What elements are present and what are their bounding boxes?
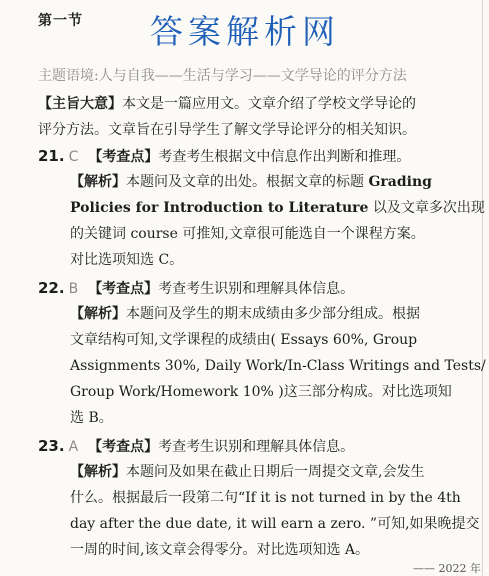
q23-analysis-1: 【解析】本题问及如果在截止日期后一周提交文章,会发生: [70, 464, 425, 480]
q21-analysis-2: Policies for Introduction to Literature 以及文章多次出现: [70, 200, 485, 216]
q23-header: 23. A 【考查点】考查考生识别和理解具体信息。: [38, 437, 355, 455]
q23-answer: A: [68, 439, 79, 455]
q22-number: 22.: [38, 279, 65, 297]
watermark: 答案解析网: [150, 12, 340, 51]
theme-label: 主题语境:: [38, 68, 99, 84]
q21-analysis-3: 的关键词 course 可推知,文章很可能选自一个课程方案。: [70, 226, 425, 242]
section-heading: 第一节: [38, 13, 83, 29]
q22-header: 22. B 【考查点】考查考生识别和理解具体信息。: [38, 279, 355, 297]
q21-answer: C: [68, 149, 79, 165]
q23-analysis-4: 一周的时间,该文章会得零分。对比选项知选 A。: [70, 542, 370, 558]
q23-number: 23.: [38, 437, 65, 455]
q21-header: 21. C 【考查点】考查考生根据文中信息作出判断和推理。: [38, 147, 411, 165]
q22-analysis-2: 文章结构可知,文学课程的成绩由( Essays 60%, Group: [70, 332, 418, 348]
q21-analysis-1: 【解析】本题问及文章的出处。根据文章的标题 Grading: [70, 174, 432, 190]
q22-analysis-3: Assignments 30%, Daily Work/In-Class Writings and Tests/: [70, 358, 486, 374]
q22-analysis-5: 选 B。: [70, 410, 113, 426]
theme-line: [38, 66, 478, 86]
summary-line-2: 评分方法。文章旨在引导学生了解文学导论评分的相关知识。: [38, 122, 416, 138]
summary-label: 【主旨大意】: [38, 96, 122, 112]
q21-analysis-4: 对比选项知选 C。: [70, 252, 184, 268]
q21-number: 21.: [38, 147, 65, 165]
q22-analysis-1: 【解析】本题问及学生的期末成绩由多少部分组成。根据: [70, 306, 420, 322]
page-footer: —— 2022 年: [413, 562, 481, 575]
theme-text: 人与自我——生活与学习——文学导论的评分方法: [98, 68, 407, 84]
q23-analysis-2: 什么。根据最后一段第二句“If it is not turned in by the 4th: [70, 490, 461, 506]
q23-analysis-3: day after the due date, it will earn a zero. ”可知,如果晚提交: [70, 516, 480, 532]
q22-answer: B: [68, 281, 79, 297]
summary-line-1: 【主旨大意】本文是一篇应用文。文章介绍了学校文学导论的: [38, 96, 416, 112]
q22-analysis-4: Group Work/Homework 10% )这三部分构成。对比选项知: [70, 384, 452, 400]
